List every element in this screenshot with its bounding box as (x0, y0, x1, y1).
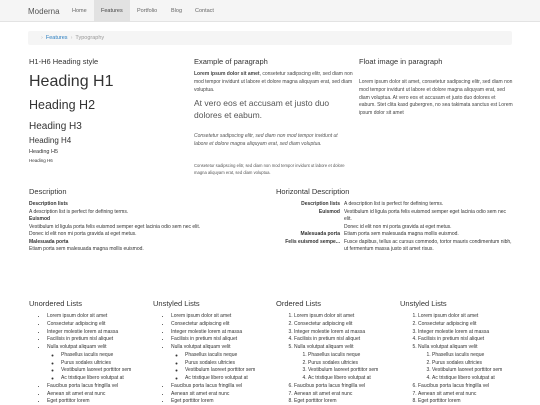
list-item: 6. Faucibus porta lacus fringilla vel (294, 383, 398, 391)
list-item: • Aenean sit amet erat nunc (47, 391, 151, 399)
list-item: • Facilisis in pretium nisl aliquet (47, 336, 151, 344)
heading-h4: Heading H4 (29, 136, 72, 145)
desc-definition: Vestibulum id ligula porta felis euismod semper eget lacinia odio sem nec elit. (29, 223, 201, 230)
list-item: • Consectetur adipiscing elit (171, 321, 273, 329)
nav-features[interactable]: Features (94, 0, 130, 22)
breadcrumb-current: Typography (75, 35, 105, 41)
list-item: 4. Facilisis in pretium nisl aliquet (418, 336, 514, 344)
list-item: • Lorem ipsum dolor sit amet (171, 313, 273, 321)
nav-blog[interactable]: Blog (171, 8, 183, 14)
list-item: • Integer molestie lorem at massa (47, 329, 151, 337)
list-item: • Integer molestie lorem at massa (171, 329, 273, 337)
heading-h1: Heading H1 (29, 73, 114, 90)
description-list (29, 201, 269, 254)
navbar (0, 0, 540, 22)
unordered-list (33, 313, 151, 405)
desc-term: Description lists (29, 201, 68, 207)
list-item: • Lorem ipsum dolor sit amet (47, 313, 151, 321)
sub-list-item: 2. Purus sodales ultricies (308, 360, 398, 368)
hdesc-term: Description lists (301, 201, 340, 207)
sub-list-item: ◦ Ac tristique libero volutpat at (185, 375, 273, 383)
sub-list-item: ◦ Vestibulum laoreet porttitor sem (61, 367, 151, 375)
list-item: • Faucibus porta lacus fringilla vel (47, 383, 151, 391)
list-item: • Nulla volutpat aliquam velit ◦ Phasellus iaculis neque ◦ Purus sodales ultricies ◦ Vestibulum laoreet porttitor sem ◦ Ac tristique libero volutpat at (47, 344, 151, 383)
hdescription-title: Horizontal Description (276, 187, 350, 196)
paragraph-title: Example of paragraph (194, 57, 268, 66)
sub-list-item: 4. Ac tristique libero volutpat at (432, 375, 514, 383)
list-item: 3. Integer molestie lorem at massa (294, 329, 398, 337)
hdesc-definition: A description list is perfect for defining terms. (344, 201, 444, 207)
list-item: 6. Faucibus porta lacus fringilla vel (418, 383, 514, 391)
list-item: 8. Eget porttitor lorem (418, 398, 514, 405)
list-item: 5. Nulla volutpat aliquam velit 1. Phasellus iaculis neque 2. Purus sodales ultricies 3. Vestibulum laoreet porttitor sem 4. Ac tristique libero volutpat at (294, 344, 398, 383)
nav-home[interactable]: Home (72, 8, 87, 14)
sub-list-item: ◦ Phasellus iaculis neque (61, 352, 151, 360)
list-item: 3. Integer molestie lorem at massa (418, 329, 514, 337)
hdesc-definition: Fusce dapibus, tellus ac cursus commodo, tortor mauris condimentum nibh, ut fermentum massa justo sit amet risus. (344, 238, 512, 252)
desc-term: Malesuada porta (29, 238, 69, 245)
headings-title: H1-H6 Heading style (29, 57, 99, 66)
list-item: • Nulla volutpat aliquam velit ◦ Phasellus iaculis neque ◦ Purus sodales ultricies ◦ Vestibulum laoreet porttitor sem ◦ Ac tristique libero volutpat at (171, 344, 273, 383)
float-text: Lorem ipsum dolor sit amet, consetetur sadipscing elitr, sed diam non mod tempor invidunt ut labore et dolore magna aliquyam erat, sed diam voluptua. At vero eos et accusam et justo duo dolores et eabum. Stet clita kasd gubergren, no sea takimata sanctus est Lorem ipsum dolor sit amet (359, 79, 513, 116)
list-item: 2. Consectetur adipiscing elit (418, 321, 514, 329)
heading-h2: Heading H2 (29, 98, 96, 112)
list-item: • Consectetur adipiscing elit (47, 321, 151, 329)
sub-list-item: ◦ Phasellus iaculis neque (185, 352, 273, 360)
sub-list-item: 3. Vestibulum laoreet porttitor sem (432, 367, 514, 375)
paragraph-text (194, 71, 354, 94)
heading-h5: Heading H5 (29, 149, 59, 155)
heading-h6: Heading H6 (29, 158, 53, 163)
list-item: • Aenean sit amet erat nunc (171, 391, 273, 399)
breadcrumb-separator: › (70, 35, 73, 41)
breadcrumb-features-link[interactable]: Features (45, 35, 68, 41)
description-title: Description (29, 187, 67, 196)
breadcrumb-separator: › (41, 35, 43, 41)
paragraph-lead-bold: Lorem ipsum dolor sit amet (194, 71, 260, 77)
list-item: • Facilisis in pretium nisl aliquet (171, 336, 273, 344)
sub-list-item: 4. Ac tristique libero volutpat at (308, 375, 398, 383)
hdesc-definition: Etiam porta sem malesuada magna mollis euismod. (344, 231, 459, 237)
desc-definition: Donec id elit non mi porta gravida at eget metus. (29, 231, 137, 237)
ordered-list (280, 313, 398, 405)
sub-list-item: 2. Purus sodales ultricies (432, 360, 514, 368)
paragraph-lead-rest: , consetetur sadipscing elitr, sed diam non mod tempor invidunt ut labore et dolore magna aliquyam erat, sed diam voluptua. (194, 71, 353, 93)
hdesc-definition: Vestibulum id ligula porta felis euismod semper eget lacinia odio sem nec elit. (344, 208, 507, 222)
unstyled-list-2 (404, 313, 514, 405)
list-item: • Eget porttitor lorem (171, 398, 273, 405)
sub-list-item: ◦ Purus sodales ultricies (185, 360, 273, 368)
hdesc-definition: Donec id elit non mi porta gravida at eget metus. (344, 223, 452, 230)
unordered-title: Unordered Lists (29, 299, 82, 308)
hdesc-term: Euismod (318, 208, 340, 215)
nav-contact[interactable]: Contact (195, 8, 214, 14)
ordered-title: Ordered Lists (276, 299, 322, 308)
list-item: 7. Aenean sit amet erat nunc (294, 391, 398, 399)
list-item: 5. Nulla volutpat aliquam velit 1. Phasellus iaculis neque 2. Purus sodales ultricies 3. Vestibulum laoreet porttitor sem 4. Ac tristique libero volutpat at (418, 344, 514, 383)
list-item: 8. Eget porttitor lorem (294, 398, 398, 405)
desc-definition: A description list is perfect for defining terms. (29, 208, 129, 215)
desc-definition: Etiam porta sem malesuada magna mollis euismod. (29, 246, 144, 252)
hdesc-term: Felis euismod sempe... (285, 238, 340, 245)
desc-term: Euismod (29, 216, 51, 222)
list-item: • Faucibus porta lacus fringilla vel (171, 383, 273, 391)
paragraph-small: Consetetur sadipscing elitr, sed diam non mod tempor invidunt ut labore et dolore magna aliquyam erat, sed diam voluptua. (194, 163, 345, 176)
list-item: 4. Facilisis in pretium nisl aliquet (294, 336, 398, 344)
paragraph-large: At vero eos et accusam et justo duo dolores et eabum. (194, 98, 330, 121)
list-item: 1. Lorem ipsum dolor sit amet (418, 313, 514, 321)
hdesc-term: Malesuada porta (300, 231, 340, 237)
sub-list-item: 1. Phasellus iaculis neque (432, 352, 514, 360)
sub-list-item: 1. Phasellus iaculis neque (308, 352, 398, 360)
brand-logo[interactable]: Moderna (28, 7, 60, 16)
list-item: • Eget porttitor lorem (47, 398, 151, 405)
unstyled-title: Unstyled Lists (153, 299, 200, 308)
breadcrumb (28, 31, 512, 45)
unstyled-list (157, 313, 273, 405)
horizontal-description-list (276, 201, 514, 254)
nav-portfolio[interactable]: Portfolio (137, 8, 158, 14)
paragraph-italic: Consetetur sadipscing elitr, sed diam non mod tempor invidunt ut labore et dolore magna aliquyam erat, sed diam voluptua. (194, 133, 338, 147)
sub-list-item: ◦ Purus sodales ultricies (61, 360, 151, 368)
heading-h3: Heading H3 (29, 121, 82, 132)
sub-list-item: ◦ Vestibulum laoreet porttitor sem (185, 367, 273, 375)
list-item: 7. Aenean sit amet erat nunc (418, 391, 514, 399)
sub-list-item: 3. Vestibulum laoreet porttitor sem (308, 367, 398, 375)
list-item: 1. Lorem ipsum dolor sit amet (294, 313, 398, 321)
float-title: Float image in paragraph (359, 57, 443, 66)
sub-list-item: ◦ Ac tristique libero volutpat at (61, 375, 151, 383)
list-item: 2. Consectetur adipiscing elit (294, 321, 398, 329)
unstyled2-title: Unstyled Lists (400, 299, 447, 308)
